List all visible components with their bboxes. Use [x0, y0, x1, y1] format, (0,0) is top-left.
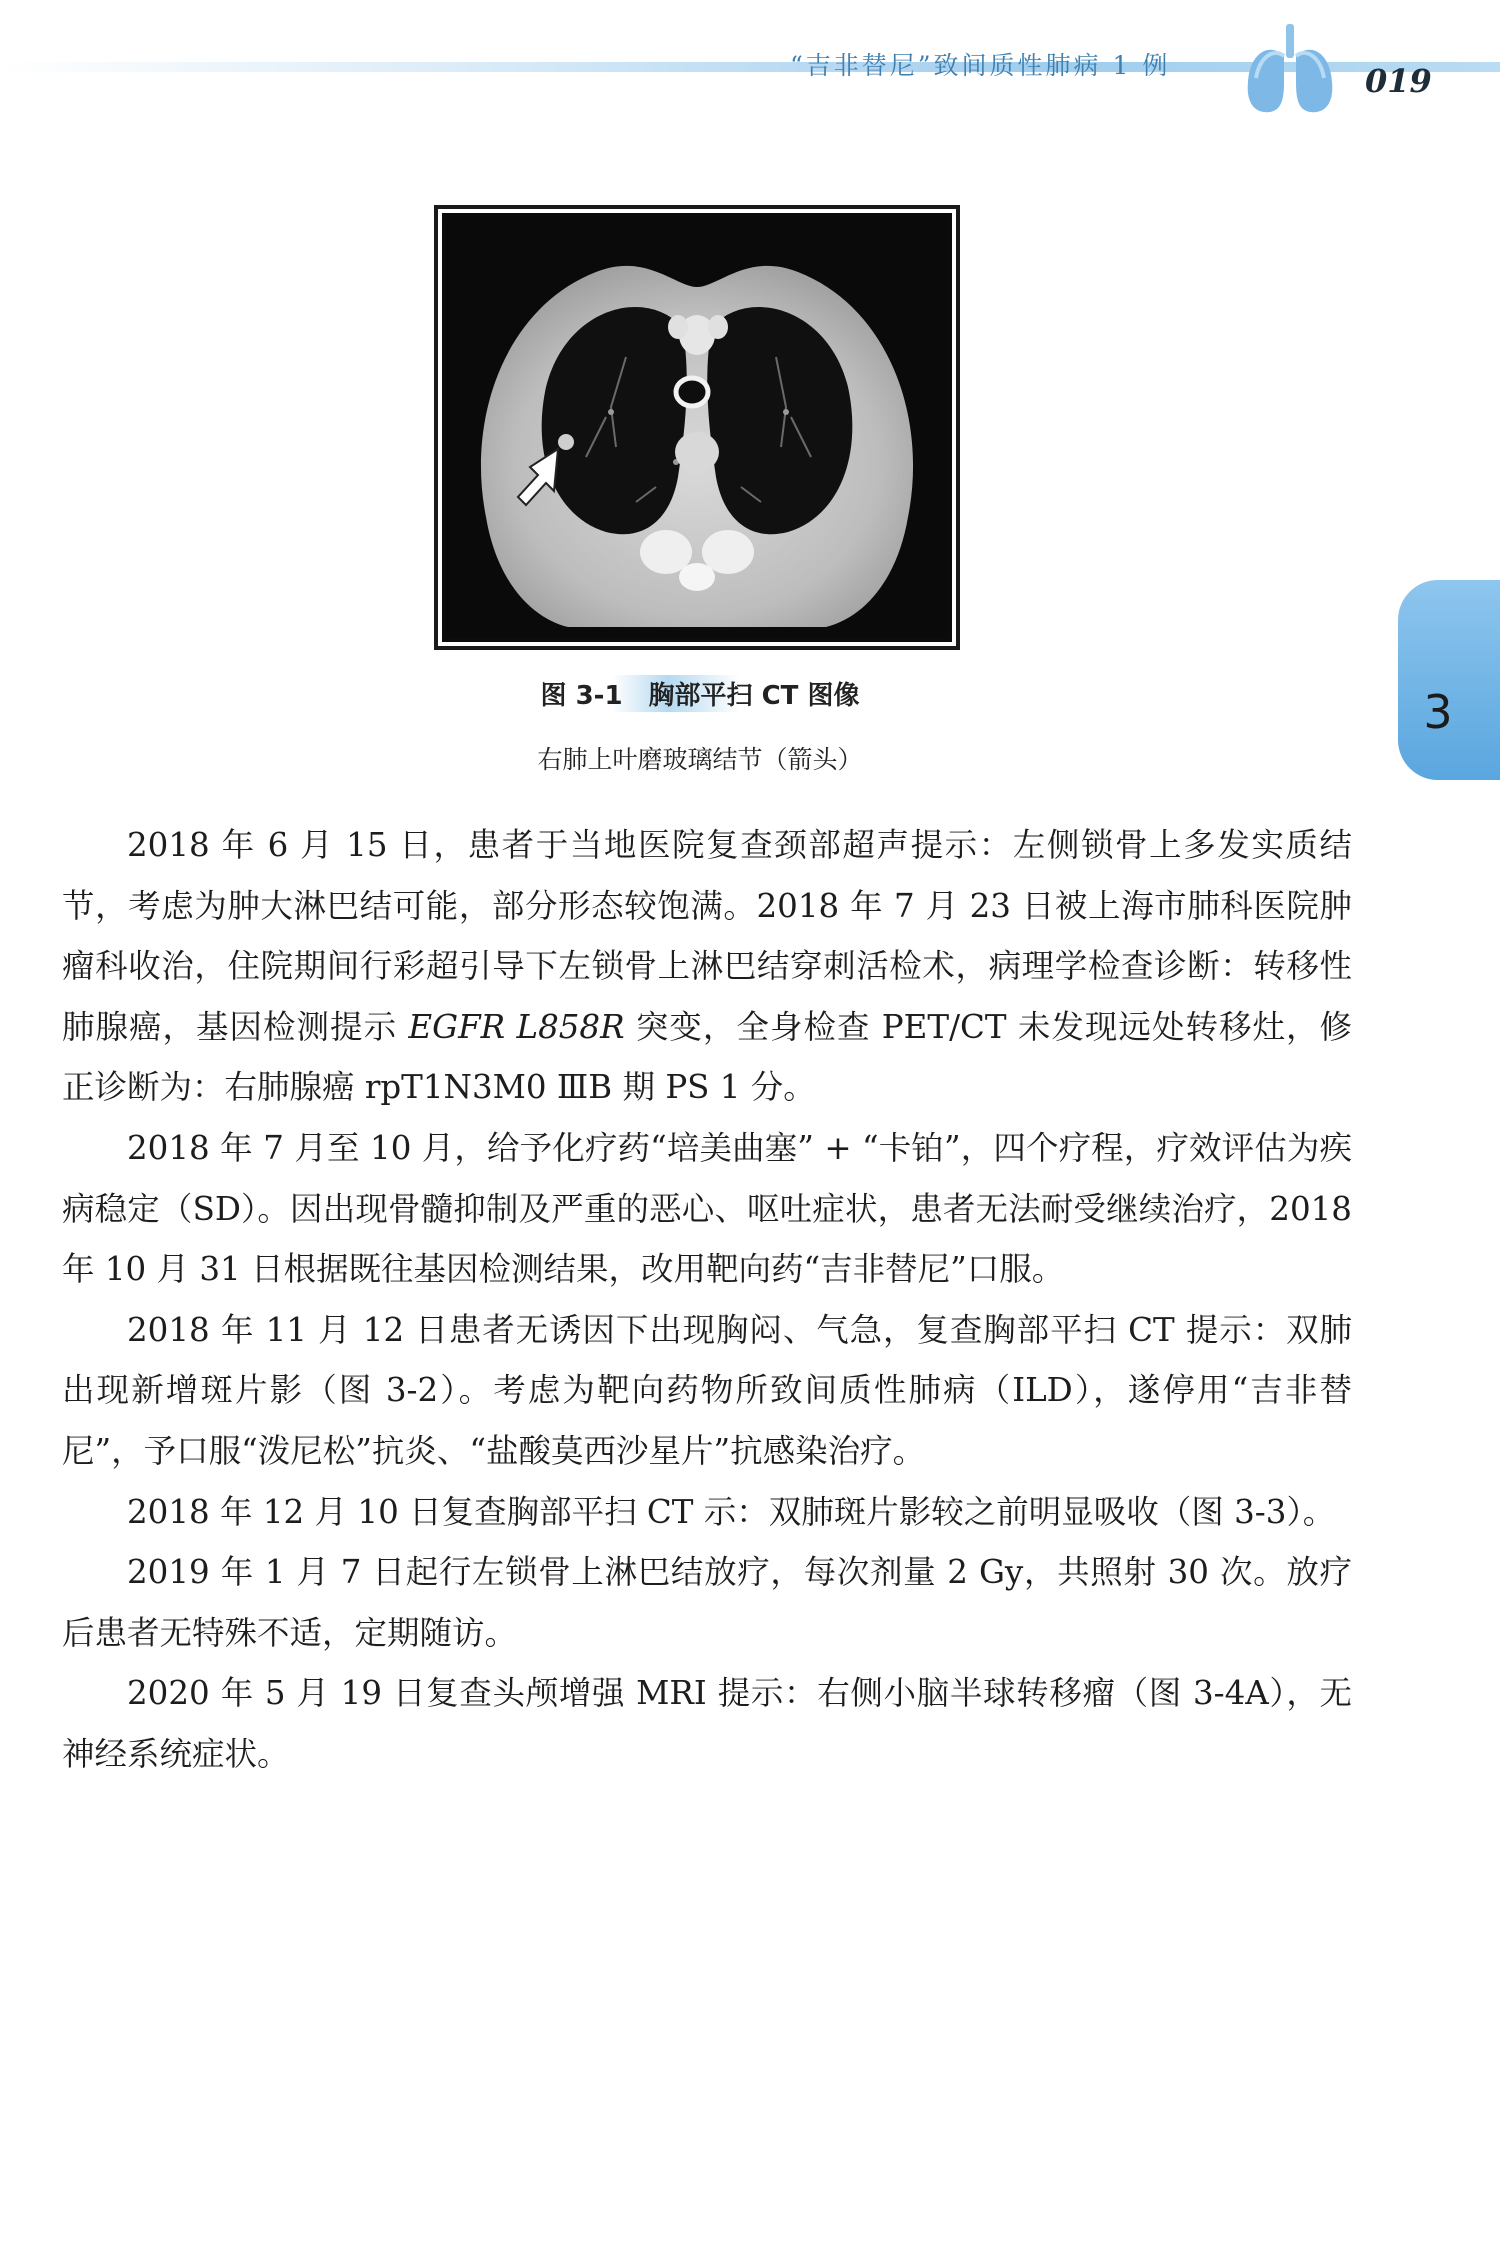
paragraph-5: 2019 年 1 月 7 日起行左锁骨上淋巴结放疗，每次剂量 2 Gy，共照射 30 次。放疗后患者无特殊不适，定期随访。	[62, 1553, 1352, 1652]
paragraph-4: 2018 年 12 月 10 日复查胸部平扫 CT 示：双肺斑片影较之前明显吸收（图 3-3）。	[127, 1492, 1336, 1531]
chapter-tab	[1398, 580, 1500, 780]
gene-mutation: L858R	[516, 1007, 625, 1046]
paragraph-3: 2018 年 11 月 12 日患者无诱因下出现胸闷、气急，复查胸部平扫 CT 提示：双肺出现新增斑片影（图 3-2）。考虑为靶向药物所致间质性肺病（ILD），遂停用“吉非替尼”，予口服“泼尼松”抗炎、“盐酸莫西沙星片”抗感染治疗。	[62, 1310, 1352, 1470]
running-title: “吉非替尼”致间质性肺病 1 例	[790, 51, 1171, 80]
lungs-icon	[1240, 22, 1340, 118]
paragraph-6: 2020 年 5 月 19 日复查头颅增强 MRI 提示：右侧小脑半球转移瘤（图 3-4A），无神经系统症状。	[62, 1674, 1352, 1773]
chapter-number: 3	[1423, 685, 1453, 739]
paragraph-1: 2018 年 6 月 15 日，患者于当地医院复查颈部超声提示：左侧锁骨上多发实质结节，考虑为肿大淋巴结可能，部分形态较饱满。2018 年 7 月 23 日被上海市肺科医院肿瘤科收治，住院期间行彩超引导下左锁骨上淋巴结穿刺活检术，病理学检查诊断：转移性肺腺癌，基因检测提示 EGFR L858R 突变，全身检查 PET/CT 未发现远处转移灶，修正诊断为：右肺腺癌 rpT1N3M0 ⅢB 期 PS 1 分。	[62, 826, 1352, 1107]
page-number: 019	[1365, 62, 1432, 100]
figure-title: 图 3-1 胸部平扫 CT 图像	[500, 675, 900, 712]
figure-caption: 右肺上叶磨玻璃结节（箭头）	[537, 745, 863, 774]
gene-egfr: EGFR	[408, 1007, 506, 1046]
ct-image-frame	[434, 205, 960, 650]
paragraph-2: 2018 年 7 月至 10 月，给予化疗药“培美曲塞” + “卡铂”，四个疗程，疗效评估为疾病稳定（SD）。因出现骨髓抑制及严重的恶心、呕吐症状，患者无法耐受继续治疗，2018 年 10 月 31 日根据既往基因检测结果，改用靶向药“吉非替尼”口服。	[62, 1128, 1352, 1289]
body-text	[62, 815, 1352, 1785]
chest-ct-image	[446, 217, 948, 638]
